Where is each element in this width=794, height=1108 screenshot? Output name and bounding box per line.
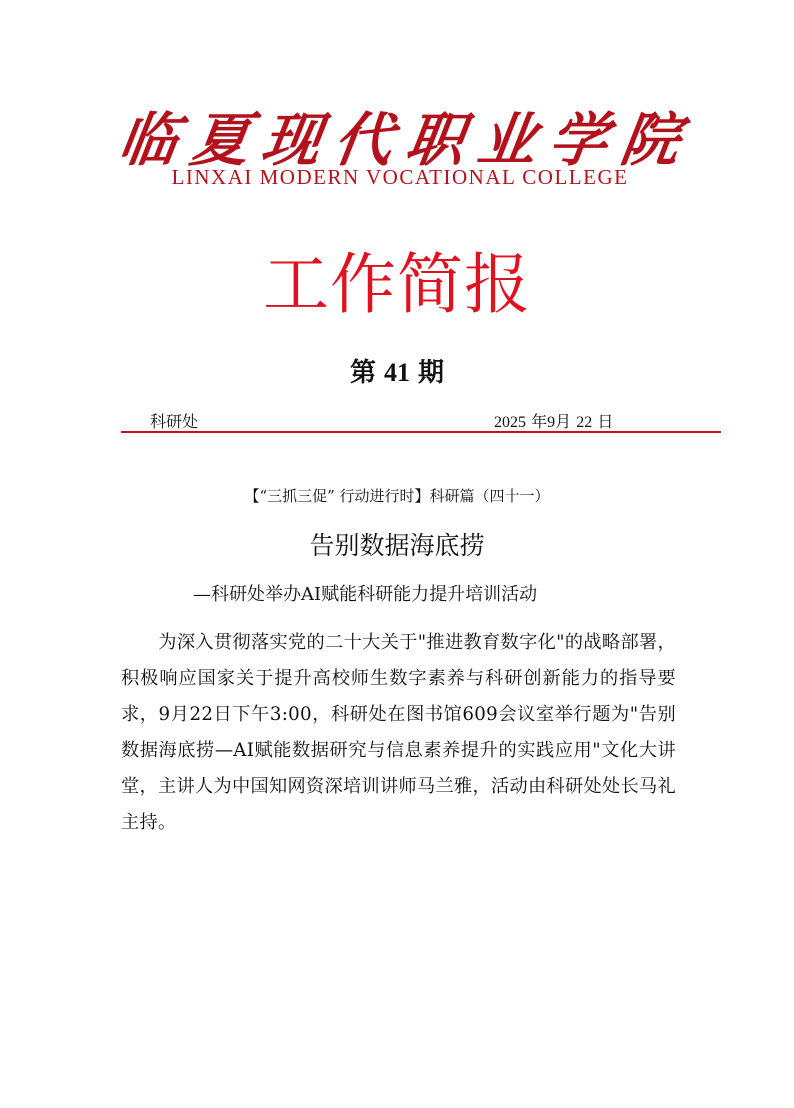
logo-char: 代: [329, 106, 398, 174]
college-logo-english: LINXAI MODERN VOCATIONAL COLLEGE: [171, 165, 629, 189]
logo-char: 学: [544, 106, 613, 174]
issue-number-value: 41: [384, 358, 410, 387]
date-day-unit: 日: [597, 412, 614, 431]
bulletin-title: 工作简报: [263, 246, 531, 323]
date-month-unit: 月: [555, 412, 572, 431]
article-body: 为深入贯彻落实党的二十大关于"推进教育数字化"的战略部署，积极响应国家关于提升高校师生数字素养与科研创新能力的指导要求，9月22日下午3:00，科研处在图书馆609会议室举行题为"告别数据海底捞—AI赋能数据研究与信息素养提升的实践应用"文化大讲堂，主讲人为中国知网资深培训讲师马兰雅，活动由科研处处长马礼主持。: [121, 632, 676, 833]
article-subhead: —科研处举办AI赋能科研能力提升培训活动: [193, 584, 538, 605]
logo-char: 业: [473, 106, 541, 174]
issue-prefix: 第: [349, 358, 376, 388]
date-year-unit: 年: [531, 412, 548, 431]
college-logo-chinese: [114, 100, 685, 174]
logo-char: 夏: [186, 106, 254, 174]
article-headline: 告别数据海底捞: [309, 531, 485, 560]
header-divider: [121, 431, 721, 433]
logo-char: 临: [114, 106, 183, 174]
logo-char: 现: [257, 106, 326, 174]
date-month: 9: [547, 414, 556, 431]
issue-number: [0, 352, 794, 389]
logo-char: 院: [616, 106, 685, 174]
publish-date: [494, 409, 613, 432]
article-series: 【“三抓三促” 行动进行时】科研篇（四十一）: [244, 487, 550, 505]
date-day: 22: [576, 414, 593, 431]
issue-suffix: 期: [418, 358, 445, 388]
department: 科研处: [150, 412, 199, 431]
logo-char: 职: [401, 106, 469, 174]
date-year: 2025: [494, 414, 526, 431]
